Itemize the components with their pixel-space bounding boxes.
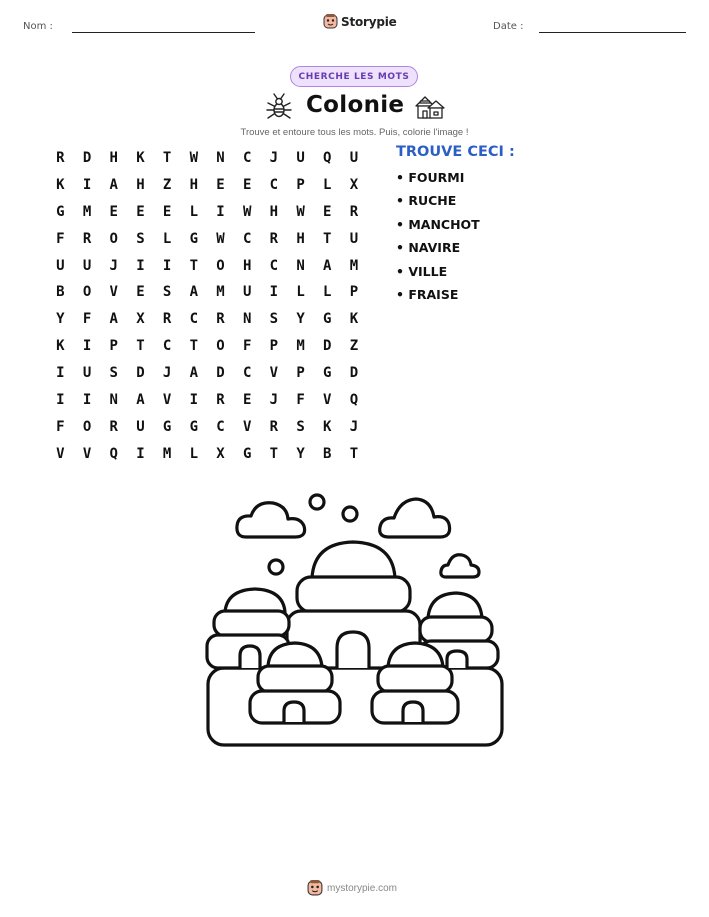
grid-letter[interactable]: H — [296, 230, 305, 247]
grid-letter[interactable]: L — [323, 176, 332, 193]
grid-letter[interactable]: J — [109, 257, 118, 274]
grid-letter[interactable]: X — [216, 445, 225, 462]
grid-letter[interactable]: D — [136, 365, 145, 382]
grid-letter[interactable]: V — [56, 445, 65, 462]
word-list-item: • FOURMI — [396, 170, 465, 185]
grid-letter[interactable]: U — [82, 365, 92, 382]
grid-letter[interactable]: W — [242, 203, 252, 220]
grid-letter[interactable]: I — [56, 392, 65, 409]
grid-letter[interactable]: N — [242, 311, 252, 328]
grid-letter[interactable]: J — [349, 418, 359, 435]
grid-letter[interactable]: P — [269, 338, 279, 355]
grid-letter[interactable]: M — [296, 338, 305, 355]
grid-letter[interactable]: P — [109, 338, 118, 355]
storypie-mascot-icon — [323, 14, 338, 29]
grid-letter[interactable]: E — [242, 392, 252, 409]
activity-badge: CHERCHE LES MOTS — [290, 66, 418, 87]
grid-letter[interactable]: I — [56, 365, 65, 382]
grid-letter[interactable]: U — [242, 284, 252, 301]
grid-letter[interactable]: Y — [296, 445, 305, 462]
grid-letter[interactable]: A — [136, 392, 145, 409]
grid-letter[interactable]: L — [189, 203, 198, 220]
grid-letter[interactable]: D — [323, 338, 332, 355]
grid-letter[interactable]: U — [296, 150, 305, 166]
word-list — [396, 170, 480, 310]
grid-letter[interactable]: S — [136, 230, 145, 247]
grid-letter[interactable]: J — [269, 150, 279, 166]
grid-letter[interactable]: R — [269, 418, 279, 435]
grid-letter[interactable]: R — [162, 311, 172, 328]
brand-logo — [323, 14, 397, 29]
grid-letter[interactable]: G — [242, 445, 252, 462]
grid-letter[interactable]: J — [162, 365, 172, 382]
grid-letter[interactable]: K — [349, 311, 359, 328]
grid-letter[interactable]: D — [349, 365, 359, 382]
grid-letter[interactable]: U — [349, 150, 359, 166]
grid-letter[interactable]: L — [189, 445, 198, 462]
grid-letter[interactable]: K — [136, 150, 145, 166]
grid-letter[interactable]: M — [162, 445, 172, 462]
grid-letter[interactable]: O — [109, 230, 118, 247]
word-list-item: • NAVIRE — [396, 240, 461, 256]
grid-letter[interactable]: Y — [56, 311, 65, 328]
footer — [307, 880, 397, 896]
grid-letter[interactable]: P — [296, 176, 305, 193]
grid-letter[interactable]: U — [136, 418, 145, 435]
grid-row — [47, 226, 367, 253]
grid-letter[interactable]: O — [216, 338, 225, 355]
grid-letter[interactable]: F — [296, 392, 305, 409]
grid-row — [47, 441, 367, 468]
village-icon — [414, 94, 446, 120]
grid-letter[interactable]: C — [269, 176, 279, 193]
grid-row — [47, 387, 367, 414]
brand-name: Storypie — [341, 14, 397, 29]
grid-letter[interactable]: Q — [109, 445, 118, 462]
footer-url[interactable]: mystorypie.com — [327, 882, 398, 894]
grid-letter[interactable]: V — [269, 365, 279, 382]
grid-letter[interactable]: R — [82, 230, 92, 247]
grid-letter[interactable]: R — [216, 392, 225, 409]
page-title: Colonie — [306, 92, 405, 118]
grid-letter[interactable]: N — [109, 392, 118, 409]
grid-letter[interactable]: I — [82, 176, 92, 193]
grid-letter[interactable]: U — [56, 257, 65, 274]
grid-letter[interactable]: E — [323, 203, 332, 220]
grid-letter[interactable]: V — [242, 418, 252, 435]
grid-letter[interactable]: W — [189, 150, 198, 166]
word-list-item: • RUCHE — [396, 193, 457, 209]
grid-row — [47, 333, 367, 360]
grid-letter[interactable]: C — [189, 311, 198, 328]
grid-letter[interactable]: H — [189, 176, 198, 193]
grid-letter[interactable]: G — [189, 418, 198, 435]
grid-letter[interactable]: V — [162, 392, 172, 409]
word-list-item: • MANCHOT — [396, 216, 480, 232]
grid-letter[interactable]: X — [136, 311, 145, 328]
grid-letter[interactable]: E — [242, 176, 252, 193]
grid-letter[interactable]: R — [109, 418, 118, 435]
grid-row — [47, 172, 367, 199]
grid-letter[interactable]: C — [242, 150, 252, 166]
grid-row — [47, 199, 367, 226]
grid-letter[interactable]: H — [242, 257, 252, 274]
grid-letter[interactable]: T — [269, 445, 279, 462]
grid-letter[interactable]: A — [109, 311, 118, 328]
grid-letter[interactable]: G — [56, 203, 65, 220]
word-list-title: TROUVE CECI : — [396, 144, 515, 160]
grid-letter[interactable]: I — [189, 392, 198, 409]
grid-letter[interactable]: L — [296, 284, 305, 301]
grid-letter[interactable]: L — [323, 284, 332, 301]
grid-letter[interactable]: A — [189, 284, 198, 301]
grid-letter[interactable]: I — [136, 257, 145, 274]
grid-letter[interactable]: P — [296, 365, 305, 382]
grid-letter[interactable]: A — [189, 365, 198, 382]
grid-letter[interactable]: F — [56, 418, 65, 435]
grid-letter[interactable]: O — [82, 418, 92, 435]
grid-letter[interactable]: E — [136, 284, 145, 301]
ant-icon — [264, 92, 294, 122]
grid-letter[interactable]: S — [109, 365, 118, 382]
grid-row — [47, 306, 367, 333]
name-line[interactable] — [72, 32, 255, 33]
grid-letter[interactable]: G — [323, 365, 332, 382]
grid-letter[interactable]: K — [56, 338, 65, 355]
grid-letter[interactable]: V — [323, 392, 332, 409]
grid-letter[interactable]: C — [242, 230, 252, 247]
instructions: Trouve et entoure tous les mots. Puis, colorie l'image ! — [240, 127, 469, 138]
grid-letter[interactable]: R — [269, 230, 279, 247]
grid-row — [47, 145, 367, 172]
date-label: Date : — [493, 21, 524, 32]
grid-letter[interactable]: X — [349, 176, 359, 193]
grid-letter[interactable]: W — [296, 203, 305, 220]
grid-letter[interactable]: P — [349, 284, 359, 301]
grid-letter[interactable]: L — [162, 230, 172, 247]
grid-letter[interactable]: W — [216, 230, 225, 247]
grid-letter[interactable]: D — [82, 150, 92, 166]
grid-letter[interactable]: E — [162, 203, 172, 220]
grid-row — [47, 360, 367, 387]
grid-letter[interactable]: S — [296, 418, 305, 435]
grid-letter[interactable]: S — [269, 311, 279, 328]
grid-letter[interactable]: F — [82, 311, 92, 328]
grid-letter[interactable]: Z — [349, 338, 359, 355]
grid-letter[interactable]: F — [242, 338, 252, 355]
beehive-colony-coloring-icon[interactable] — [200, 488, 510, 753]
grid-letter[interactable]: T — [323, 230, 332, 247]
grid-letter[interactable]: G — [189, 230, 198, 247]
grid-letter[interactable]: V — [109, 284, 118, 301]
grid-letter[interactable]: M — [349, 257, 359, 274]
date-line[interactable] — [539, 32, 686, 33]
storypie-mascot-icon — [307, 880, 323, 896]
grid-letter[interactable]: R — [349, 203, 359, 220]
grid-letter[interactable]: C — [162, 338, 172, 355]
grid-letter[interactable]: B — [56, 284, 65, 301]
word-list-item: • FRAISE — [396, 286, 459, 302]
grid-letter[interactable]: I — [269, 284, 279, 301]
grid-letter[interactable]: U — [82, 257, 92, 274]
grid-letter[interactable]: A — [323, 257, 332, 274]
grid-letter[interactable]: E — [216, 176, 225, 193]
grid-letter[interactable]: E — [109, 203, 118, 220]
grid-letter[interactable]: C — [269, 257, 279, 274]
grid-letter[interactable]: R — [216, 311, 225, 328]
grid-letter[interactable]: C — [216, 418, 225, 435]
grid-letter[interactable]: R — [56, 150, 65, 166]
grid-letter[interactable]: Q — [349, 392, 359, 409]
word-list-item: • VILLE — [396, 263, 448, 279]
grid-letter[interactable]: G — [323, 311, 332, 328]
grid-letter[interactable]: Z — [162, 176, 172, 193]
grid-letter[interactable]: T — [189, 257, 198, 274]
grid-letter[interactable]: F — [56, 230, 65, 247]
grid-letter[interactable]: S — [162, 284, 172, 301]
grid-letter[interactable]: I — [136, 445, 145, 462]
grid-letter[interactable]: Q — [323, 150, 332, 166]
grid-letter[interactable]: H — [109, 150, 118, 166]
grid-letter[interactable]: I — [216, 203, 225, 220]
grid-letter[interactable]: T — [349, 445, 359, 462]
grid-letter[interactable]: T — [136, 338, 145, 355]
grid-letter[interactable]: O — [82, 284, 92, 301]
grid-row — [47, 414, 367, 441]
grid-letter[interactable]: T — [189, 338, 198, 355]
grid-letter[interactable]: M — [216, 284, 225, 301]
grid-letter[interactable]: D — [216, 365, 225, 382]
grid-letter[interactable]: C — [242, 365, 252, 382]
grid-letter[interactable]: K — [56, 176, 65, 193]
name-label: Nom : — [23, 21, 53, 32]
grid-row — [47, 253, 367, 280]
grid-letter[interactable]: I — [82, 338, 92, 355]
grid-letter[interactable]: K — [323, 418, 332, 435]
grid-letter[interactable]: V — [82, 445, 92, 462]
grid-letter[interactable]: A — [109, 176, 118, 193]
grid-letter[interactable]: M — [82, 203, 92, 220]
grid-letter[interactable]: U — [349, 230, 359, 247]
grid-letter[interactable]: G — [162, 418, 172, 435]
grid-letter[interactable]: N — [296, 257, 305, 274]
grid-letter[interactable]: B — [323, 445, 332, 462]
word-search-grid — [47, 145, 367, 468]
grid-letter[interactable]: H — [136, 176, 145, 193]
grid-letter[interactable]: I — [162, 257, 172, 274]
grid-letter[interactable]: T — [162, 150, 172, 166]
grid-letter[interactable]: Y — [296, 311, 305, 328]
grid-letter[interactable]: I — [82, 392, 92, 409]
grid-letter[interactable]: O — [216, 257, 225, 274]
grid-letter[interactable]: H — [269, 203, 279, 220]
grid-letter[interactable]: N — [216, 150, 225, 166]
grid-letter[interactable]: E — [136, 203, 145, 220]
grid-row — [47, 279, 367, 306]
grid-letter[interactable]: J — [269, 392, 279, 409]
